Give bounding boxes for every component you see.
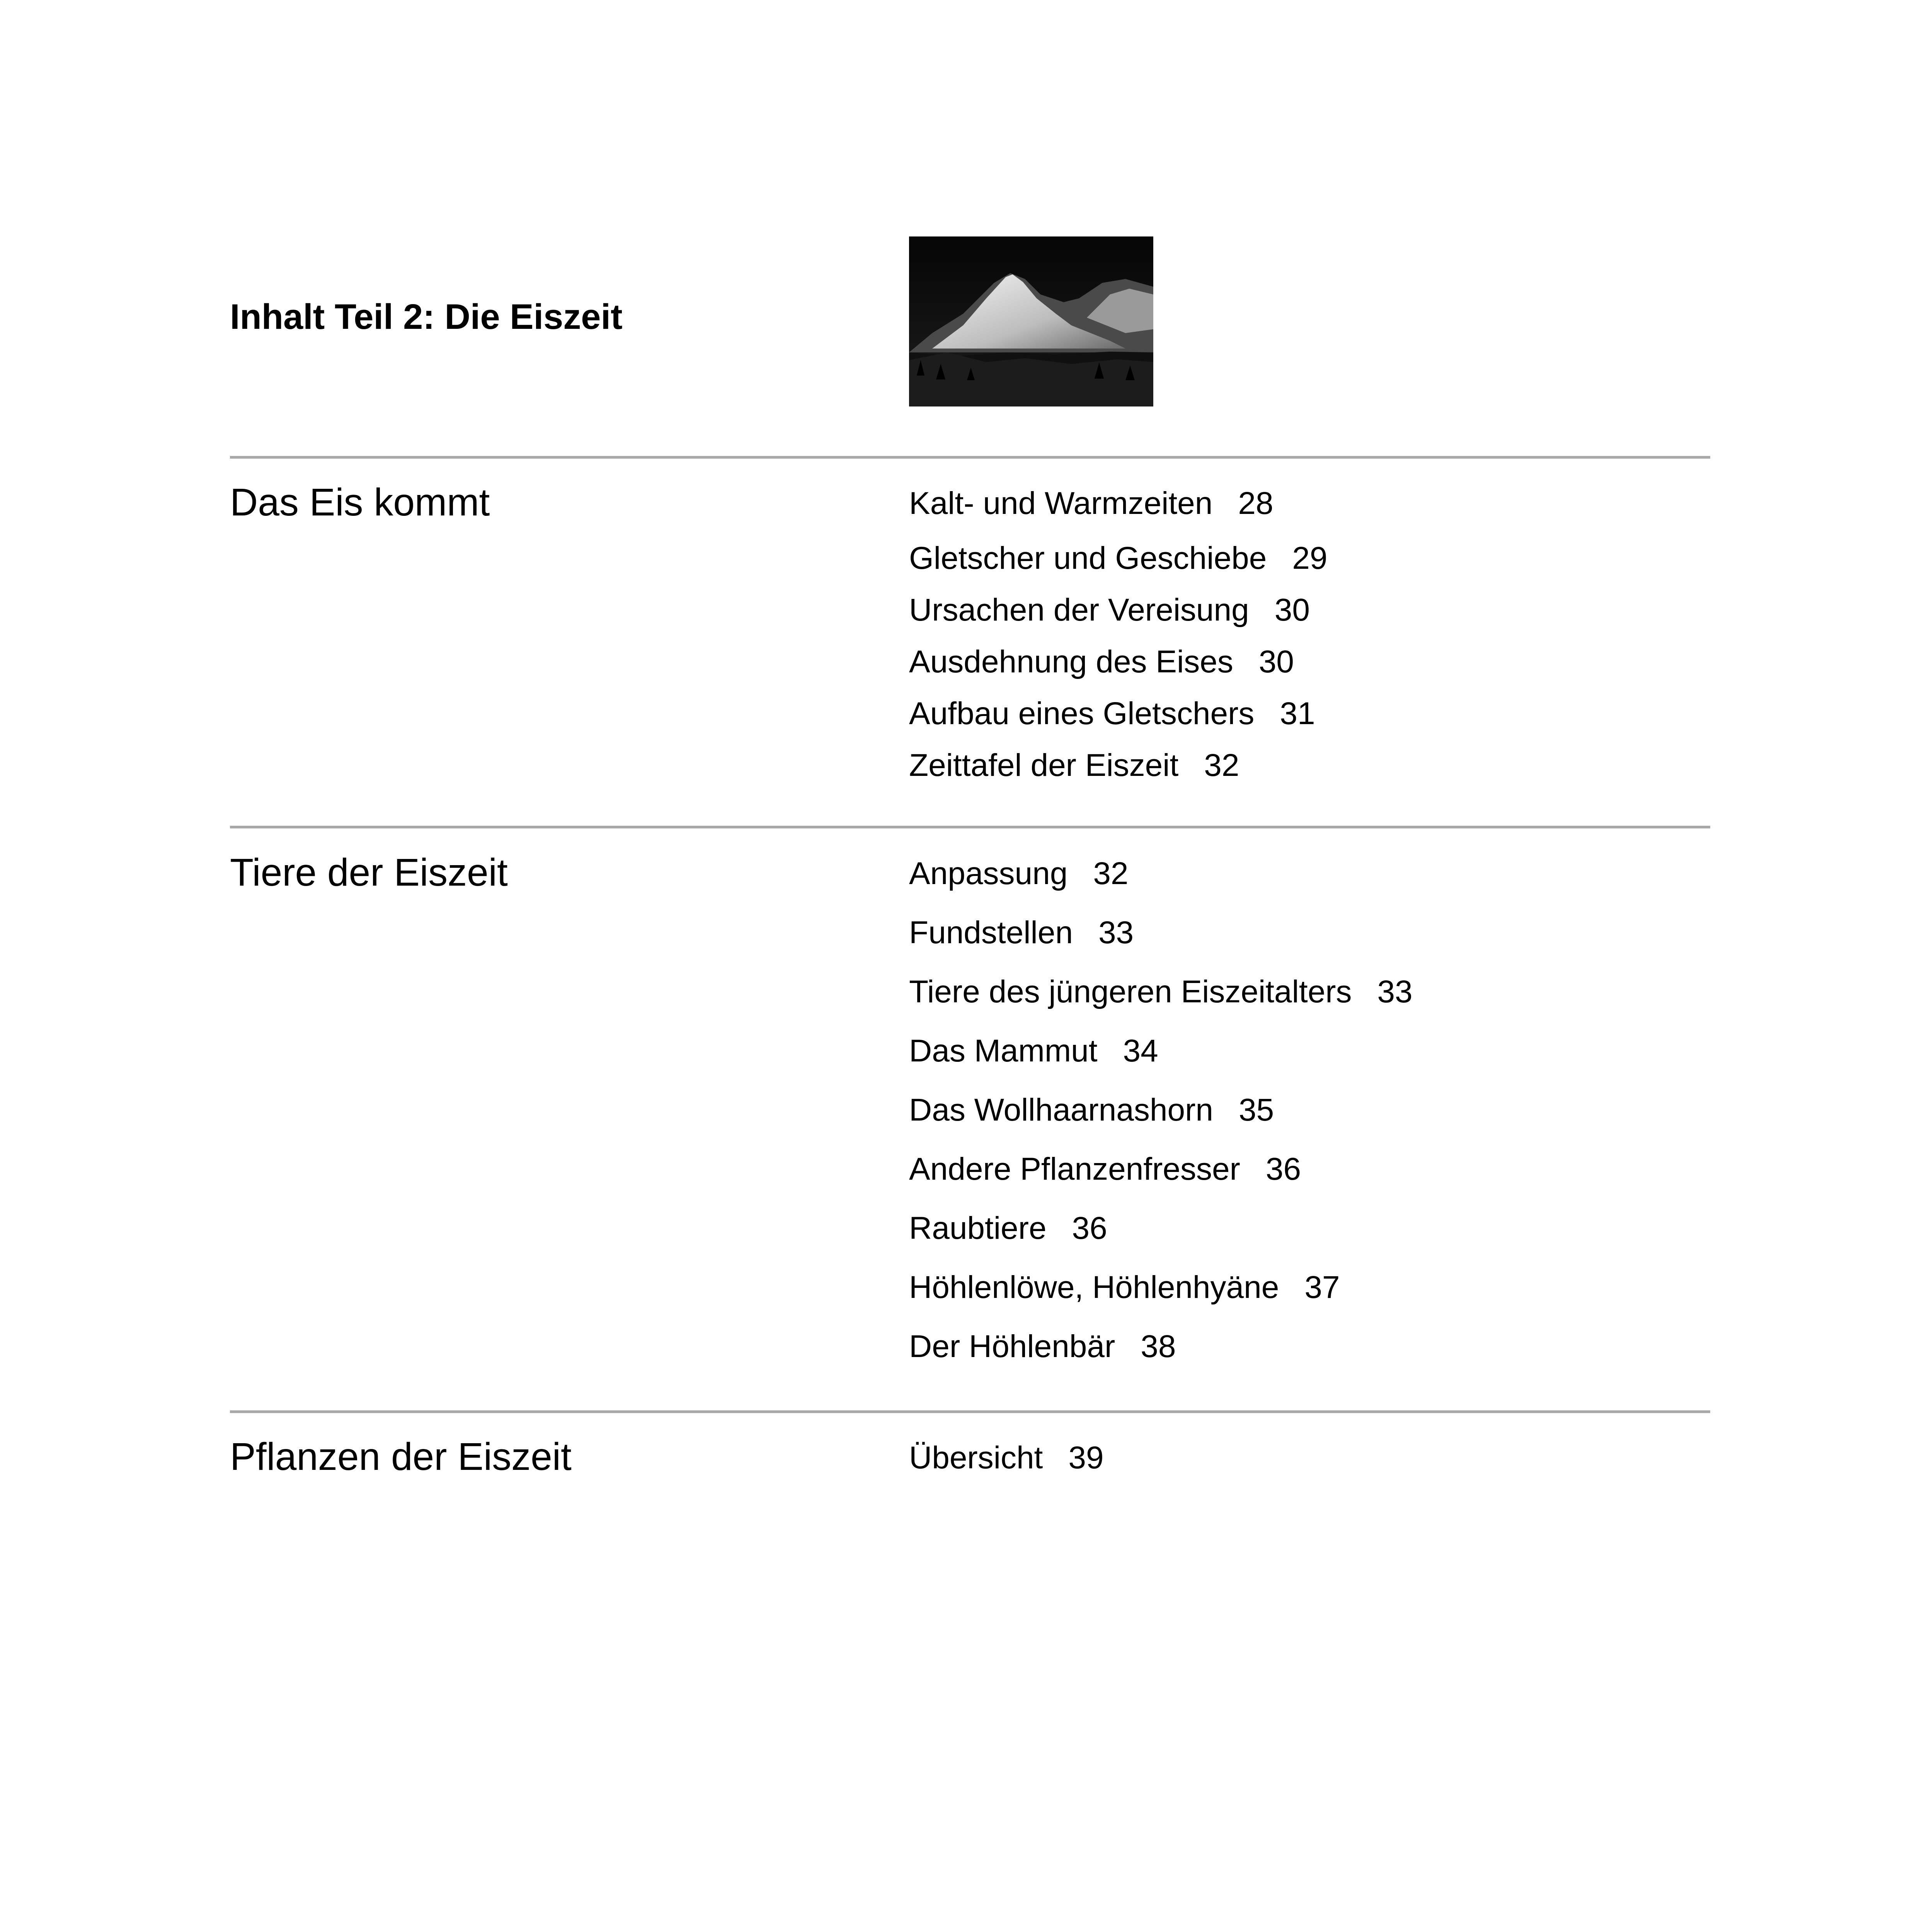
toc-entry-page: 38 [1141,1329,1176,1364]
toc-entry [909,591,1310,629]
section-divider [230,826,1710,828]
toc-entry [909,484,1273,523]
toc-entry-page: 33 [1098,915,1134,950]
toc-entry-label: Andere Pflanzenfresser [909,1151,1240,1187]
section-heading: Das Eis kommt [230,481,490,524]
section-divider [230,1410,1710,1413]
toc-entry-label: Ausdehnung des Eises [909,644,1233,679]
toc-entry-page: 31 [1280,696,1315,731]
toc-entry-page: 32 [1093,856,1129,891]
section-heading: Tiere der Eiszeit [230,851,508,894]
toc-entry-page: 28 [1238,486,1273,521]
toc-entry-page: 30 [1274,592,1310,628]
toc-entry-label: Tiere des jüngeren Eiszeitalters [909,974,1352,1009]
section-heading: Pflanzen der Eiszeit [230,1435,572,1478]
toc-entry [909,643,1294,681]
toc-entry-label: Anpassung [909,856,1068,891]
toc-entry [909,746,1239,785]
toc-entry [909,1268,1340,1307]
toc-entry [909,1439,1104,1477]
toc-entry-label: Raubtiere [909,1211,1047,1246]
toc-entry [909,1091,1274,1129]
toc-entry-label: Ursachen der Vereisung [909,592,1249,628]
toc-entry-label: Das Wollhaarnashorn [909,1092,1214,1128]
toc-entry [909,1032,1158,1070]
toc-entry-page: 32 [1204,748,1239,783]
toc-entry-label: Kalt- und Warmzeiten [909,486,1213,521]
toc-entry-label: Gletscher und Geschiebe [909,541,1267,576]
toc-entry-label: Übersicht [909,1440,1043,1475]
toc-entry [909,539,1328,578]
toc-entry [909,1150,1301,1189]
toc-entry-page: 37 [1304,1270,1340,1305]
toc-entry [909,1327,1176,1366]
toc-entry-label: Der Höhlenbär [909,1329,1115,1364]
toc-entry-page: 35 [1239,1092,1274,1128]
toc-entry-page: 36 [1072,1211,1107,1246]
toc-entry-label: Fundstellen [909,915,1073,950]
toc-entry-label: Zeittafel der Eiszeit [909,748,1179,783]
toc-entry-label: Das Mammut [909,1033,1098,1068]
toc-entry [909,1209,1107,1248]
toc-entry-page: 39 [1068,1440,1104,1475]
toc-entry [909,973,1413,1011]
toc-entry-page: 30 [1258,644,1294,679]
section-divider [230,456,1710,459]
toc-entry-page: 33 [1377,974,1413,1009]
toc-entry-page: 36 [1265,1151,1301,1187]
toc-entry-label: Höhlenlöwe, Höhlenhyäne [909,1270,1279,1305]
toc-entry-page: 29 [1292,541,1328,576]
toc-entry [909,854,1129,893]
toc-entry [909,913,1134,952]
mountain-photo-icon [909,236,1153,406]
toc-entry-page: 34 [1123,1033,1158,1068]
toc-entry [909,694,1315,733]
toc-entry-label: Aufbau eines Gletschers [909,696,1255,731]
page-title: Inhalt Teil 2: Die Eiszeit [230,297,623,337]
